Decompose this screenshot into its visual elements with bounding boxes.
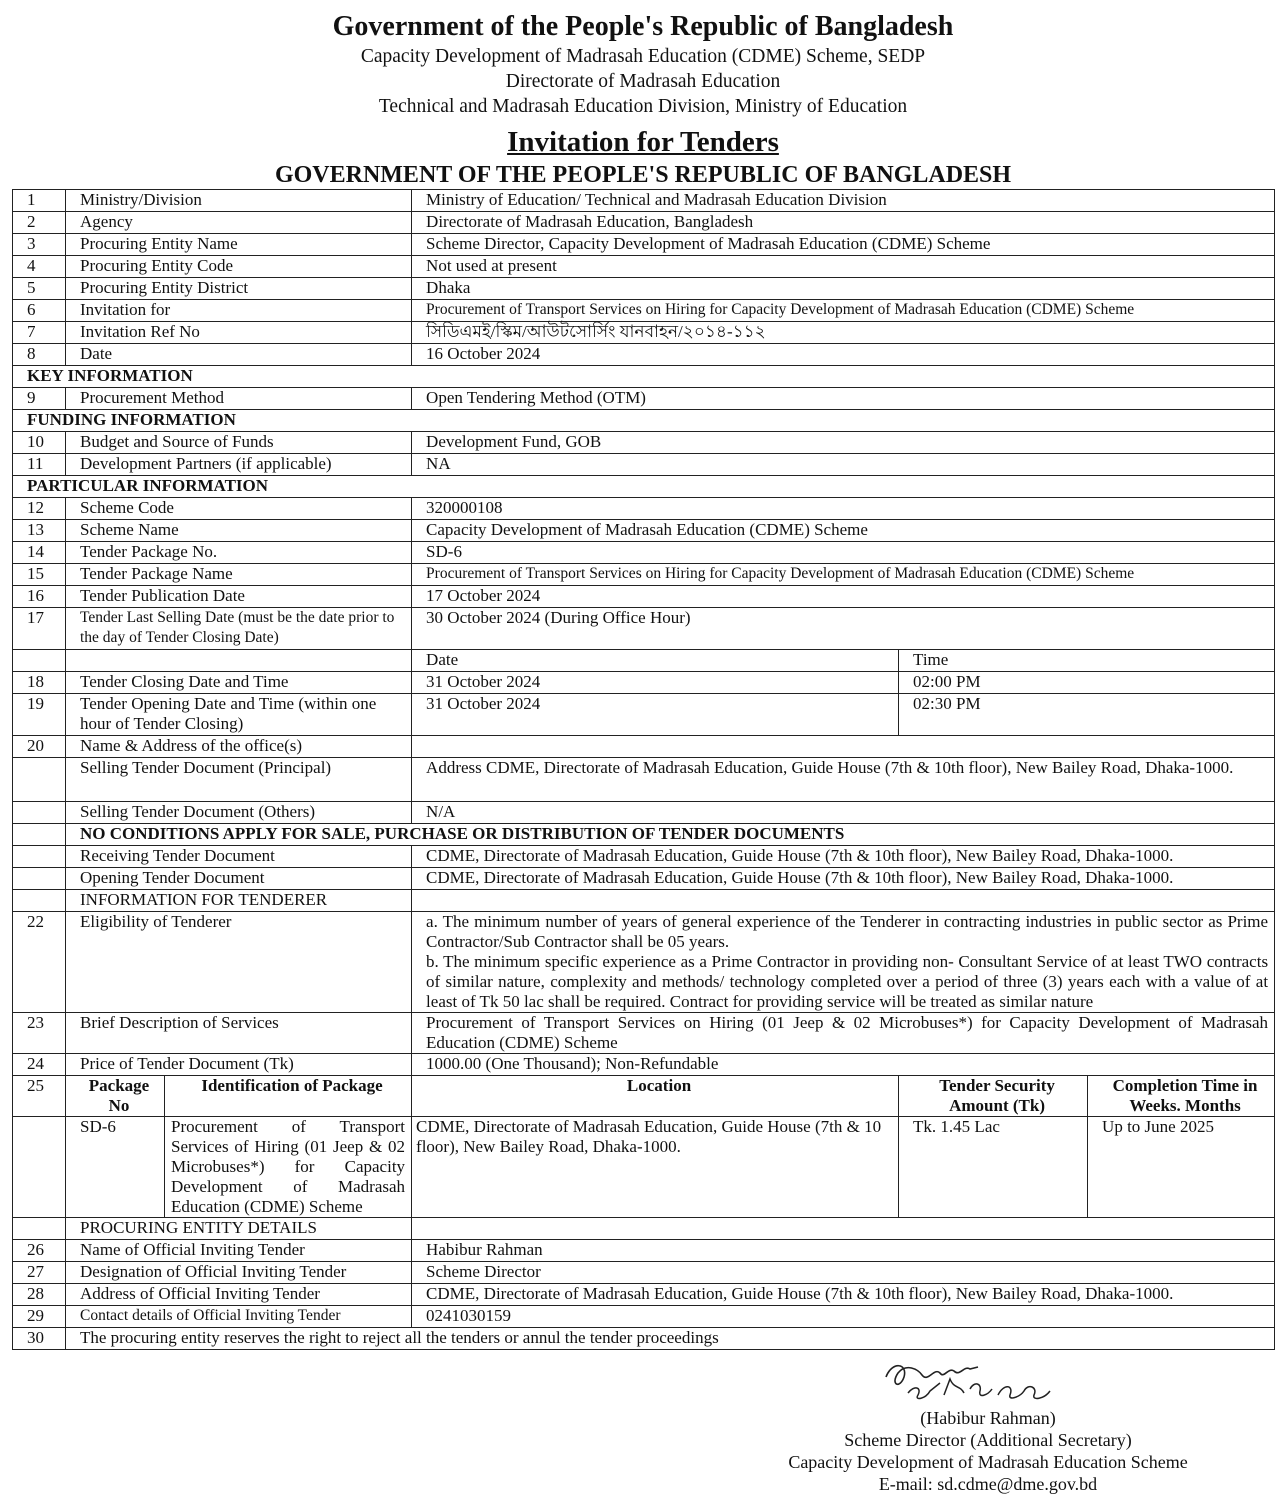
section-row bbox=[13, 890, 1275, 912]
section-row bbox=[13, 366, 1275, 388]
package-row bbox=[13, 1117, 1275, 1218]
table-row bbox=[13, 912, 1275, 1013]
row-value: 16 October 2024 bbox=[412, 344, 1275, 366]
section-heading: KEY INFORMATION bbox=[13, 366, 1275, 388]
row-label: Tender Package No. bbox=[66, 542, 412, 564]
row-value: Procurement of Transport Services on Hiring (01 Jeep & 02 Microbuses*) for Capacity Development of Madrasah Education (CDME) Scheme bbox=[412, 1013, 1275, 1054]
table-row bbox=[13, 388, 1275, 410]
table-row bbox=[13, 868, 1275, 890]
row-value: SD-6 bbox=[412, 542, 1275, 564]
row-number: 15 bbox=[13, 564, 66, 586]
opening-date: 31 October 2024 bbox=[412, 694, 899, 736]
row-label: Brief Description of Services bbox=[66, 1013, 412, 1054]
table-row bbox=[13, 586, 1275, 608]
package-header-row bbox=[13, 1076, 1275, 1117]
section-heading: FUNDING INFORMATION bbox=[13, 410, 1275, 432]
row-label: Selling Tender Document (Principal) bbox=[66, 758, 412, 802]
signatory-email: E-mail: sd.cdme@dme.gov.bd bbox=[878, 1474, 1098, 1494]
signatory-name: (Habibur Rahman) bbox=[920, 1408, 1056, 1428]
row-label: Contact details of Official Inviting Tender bbox=[66, 1306, 412, 1328]
package-identification: Procurement of Transport Services of Hiring (01 Jeep & 02 Microbuses*) for Capacity Development of Madrasah Education (CDME) Scheme bbox=[165, 1117, 412, 1218]
row-number: 6 bbox=[13, 300, 66, 322]
table-row bbox=[13, 672, 1275, 694]
table-row bbox=[13, 520, 1275, 542]
table-row bbox=[13, 300, 1275, 322]
row-label: Date bbox=[66, 344, 412, 366]
notice-title: Invitation for Tenders bbox=[507, 126, 779, 158]
row-label: Invitation for bbox=[66, 300, 412, 322]
table-row bbox=[13, 608, 1275, 650]
table-row bbox=[13, 1013, 1275, 1054]
row-value: Procurement of Transport Services on Hiring for Capacity Development of Madrasah Education (CDME) Scheme bbox=[412, 300, 1275, 322]
row-value: Ministry of Education/ Technical and Madrasah Education Division bbox=[412, 190, 1275, 212]
row-value: 0241030159 bbox=[412, 1306, 1275, 1328]
table-row bbox=[13, 1240, 1275, 1262]
row-number: 23 bbox=[13, 1013, 66, 1054]
eligibility-clause-a: a. The minimum number of years of general experience of the Tenderer in contracting industries in public sector as Prime Contractor/Sub Contractor shall be 05 years. bbox=[426, 912, 1269, 951]
row-label: Name & Address of the office(s) bbox=[66, 736, 412, 758]
table-row bbox=[13, 1306, 1275, 1328]
identification-header: Identification of Package bbox=[165, 1076, 412, 1117]
date-column-header: Date bbox=[412, 650, 899, 672]
row-value: N/A bbox=[412, 802, 1275, 824]
row-label: Name of Official Inviting Tender bbox=[66, 1240, 412, 1262]
row-label: Tender Opening Date and Time (within one hour of Tender Closing) bbox=[66, 694, 412, 736]
row-label: Tender Last Selling Date (must be the date prior to the day of Tender Closing Date) bbox=[66, 608, 412, 650]
row-label: Budget and Source of Funds bbox=[66, 432, 412, 454]
row-label: Procurement Method bbox=[66, 388, 412, 410]
time-column-header: Time bbox=[899, 650, 1275, 672]
row-number: 18 bbox=[13, 672, 66, 694]
row-value: Address CDME, Directorate of Madrasah Education, Guide House (7th & 10th floor), New Bailey Road, Dhaka-1000. bbox=[412, 758, 1275, 802]
table-row bbox=[13, 542, 1275, 564]
scheme-line: Capacity Development of Madrasah Education (CDME) Scheme, SEDP bbox=[360, 46, 926, 67]
row-number: 30 bbox=[13, 1328, 66, 1350]
row-number: 4 bbox=[13, 256, 66, 278]
government-caps-title: GOVERNMENT OF THE PEOPLE'S REPUBLIC OF BANGLADESH bbox=[274, 162, 1012, 188]
table-row bbox=[13, 212, 1275, 234]
reservation-clause: The procuring entity reserves the right to reject all the tenders or annul the tender proceedings bbox=[66, 1328, 1275, 1350]
row-label: Designation of Official Inviting Tender bbox=[66, 1262, 412, 1284]
row-label: Development Partners (if applicable) bbox=[66, 454, 412, 476]
row-label: Receiving Tender Document bbox=[66, 846, 412, 868]
row-value: Scheme Director, Capacity Development of Madrasah Education (CDME) Scheme bbox=[412, 234, 1275, 256]
table-row bbox=[13, 1284, 1275, 1306]
eligibility-clause-b: b. The minimum specific experience as a Prime Contractor in providing non- Consultant Service of at least TWO contracts of similar nature, complexity and methods/ technology completed over a period of three (3) years each with a value of at least of Tk 50 lac shall be required. Contract for providing service will be treated as similar nature bbox=[426, 952, 1269, 1011]
row-value: Capacity Development of Madrasah Education (CDME) Scheme bbox=[412, 520, 1275, 542]
row-number: 13 bbox=[13, 520, 66, 542]
table-row bbox=[13, 278, 1275, 300]
row-number: 27 bbox=[13, 1262, 66, 1284]
row-label: Price of Tender Document (Tk) bbox=[66, 1054, 412, 1076]
table-row bbox=[13, 498, 1275, 520]
row-number: 19 bbox=[13, 694, 66, 736]
eligibility-value bbox=[412, 912, 1275, 1013]
row-label: Scheme Name bbox=[66, 520, 412, 542]
table-row bbox=[13, 344, 1275, 366]
table-row bbox=[13, 256, 1275, 278]
row-number: 9 bbox=[13, 388, 66, 410]
table-row bbox=[13, 694, 1275, 736]
row-number: 10 bbox=[13, 432, 66, 454]
package-no: SD-6 bbox=[66, 1117, 165, 1218]
row-number: 29 bbox=[13, 1306, 66, 1328]
row-number: 14 bbox=[13, 542, 66, 564]
table-row bbox=[13, 454, 1275, 476]
row-number: 11 bbox=[13, 454, 66, 476]
row-number: 25 bbox=[13, 1076, 66, 1117]
table-row bbox=[13, 846, 1275, 868]
row-label: Selling Tender Document (Others) bbox=[66, 802, 412, 824]
row-number: 20 bbox=[13, 736, 66, 758]
government-title: Government of the People's Republic of Bangladesh bbox=[332, 11, 954, 42]
row-value: 1000.00 (One Thousand); Non-Refundable bbox=[412, 1054, 1275, 1076]
row-value: Procurement of Transport Services on Hiring for Capacity Development of Madrasah Education (CDME) Scheme bbox=[412, 564, 1275, 586]
signature-block bbox=[758, 1355, 1218, 1495]
table-row bbox=[13, 234, 1275, 256]
table-row bbox=[13, 564, 1275, 586]
row-value: Open Tendering Method (OTM) bbox=[412, 388, 1275, 410]
table-row bbox=[13, 736, 1275, 758]
row-label: Scheme Code bbox=[66, 498, 412, 520]
row-label: Ministry/Division bbox=[66, 190, 412, 212]
section-row bbox=[13, 476, 1275, 498]
completion-time-header: Completion Time in Weeks. Months bbox=[1088, 1076, 1275, 1117]
row-value: Habibur Rahman bbox=[412, 1240, 1275, 1262]
row-number: 24 bbox=[13, 1054, 66, 1076]
no-conditions-notice: NO CONDITIONS APPLY FOR SALE, PURCHASE OR DISTRIBUTION OF TENDER DOCUMENTS bbox=[66, 824, 1275, 846]
row-value: Development Fund, GOB bbox=[412, 432, 1275, 454]
table-row bbox=[13, 1054, 1275, 1076]
tender-security-amount: Tk. 1.45 Lac bbox=[899, 1117, 1088, 1218]
row-number: 8 bbox=[13, 344, 66, 366]
row-number: 16 bbox=[13, 586, 66, 608]
row-number: 26 bbox=[13, 1240, 66, 1262]
row-value: CDME, Directorate of Madrasah Education, Guide House (7th & 10th floor), New Bailey Road, Dhaka-1000. bbox=[412, 868, 1275, 890]
row-label: Procuring Entity District bbox=[66, 278, 412, 300]
row-number: 5 bbox=[13, 278, 66, 300]
row-label: Eligibility of Tenderer bbox=[66, 912, 412, 1013]
row-value: 17 October 2024 bbox=[412, 586, 1275, 608]
table-row bbox=[13, 1262, 1275, 1284]
table-row bbox=[13, 190, 1275, 212]
table-row bbox=[13, 322, 1275, 344]
row-number: 7 bbox=[13, 322, 66, 344]
package-no-header: Package No bbox=[66, 1076, 165, 1117]
row-number: 12 bbox=[13, 498, 66, 520]
row-label: Address of Official Inviting Tender bbox=[66, 1284, 412, 1306]
row-number: 22 bbox=[13, 912, 66, 1013]
row-value: Scheme Director bbox=[412, 1262, 1275, 1284]
location-header: Location bbox=[412, 1076, 899, 1117]
completion-time: Up to June 2025 bbox=[1088, 1117, 1275, 1218]
row-value: CDME, Directorate of Madrasah Education, Guide House (7th & 10th floor), New Bailey Road, Dhaka-1000. bbox=[412, 846, 1275, 868]
row-number: 3 bbox=[13, 234, 66, 256]
row-label: Procuring Entity Name bbox=[66, 234, 412, 256]
section-row bbox=[13, 824, 1275, 846]
signatory-designation: Scheme Director (Additional Secretary) bbox=[844, 1430, 1132, 1450]
row-number: 2 bbox=[13, 212, 66, 234]
table-row bbox=[13, 1328, 1275, 1350]
section-heading: INFORMATION FOR TENDERER bbox=[66, 890, 412, 912]
row-label: Invitation Ref No bbox=[66, 322, 412, 344]
row-value: Not used at present bbox=[412, 256, 1275, 278]
section-row bbox=[13, 410, 1275, 432]
row-value: 30 October 2024 (During Office Hour) bbox=[412, 608, 1275, 650]
table-row bbox=[13, 758, 1275, 802]
date-time-header-row bbox=[13, 650, 1275, 672]
row-label: Tender Closing Date and Time bbox=[66, 672, 412, 694]
invitation-ref-value: সিডিএমই/স্কিম/আউটসোর্সিং যানবাহন/২০১৪-১১২ bbox=[412, 322, 1275, 344]
section-heading: PROCURING ENTITY DETAILS bbox=[66, 1218, 412, 1240]
table-row bbox=[13, 432, 1275, 454]
section-row bbox=[13, 1218, 1275, 1240]
row-value: CDME, Directorate of Madrasah Education, Guide House (7th & 10th floor), New Bailey Road, Dhaka-1000. bbox=[412, 1284, 1275, 1306]
row-value: Directorate of Madrasah Education, Bangladesh bbox=[412, 212, 1275, 234]
closing-time: 02:00 PM bbox=[899, 672, 1275, 694]
row-label: Tender Package Name bbox=[66, 564, 412, 586]
tender-table bbox=[12, 189, 1275, 1350]
signatory-scheme: Capacity Development of Madrasah Education Scheme bbox=[788, 1452, 1188, 1472]
row-label: Tender Publication Date bbox=[66, 586, 412, 608]
row-value: NA bbox=[412, 454, 1275, 476]
row-number: 17 bbox=[13, 608, 66, 650]
division-line: Technical and Madrasah Education Division, Ministry of Education bbox=[378, 96, 908, 117]
row-value: 320000108 bbox=[412, 498, 1275, 520]
closing-date: 31 October 2024 bbox=[412, 672, 899, 694]
notice-header bbox=[12, 0, 1274, 119]
package-location: CDME, Directorate of Madrasah Education, Guide House (7th & 10 floor), New Bailey Road, Dhaka-1000. bbox=[412, 1117, 899, 1218]
section-heading: PARTICULAR INFORMATION bbox=[13, 476, 1275, 498]
tender-security-header: Tender Security Amount (Tk) bbox=[899, 1076, 1088, 1117]
row-label: Opening Tender Document bbox=[66, 868, 412, 890]
table-row bbox=[13, 802, 1275, 824]
row-label: Agency bbox=[66, 212, 412, 234]
handwritten-signature bbox=[878, 1355, 1088, 1407]
directorate-line: Directorate of Madrasah Education bbox=[505, 71, 781, 92]
row-label: Procuring Entity Code bbox=[66, 256, 412, 278]
row-value: Dhaka bbox=[412, 278, 1275, 300]
opening-time: 02:30 PM bbox=[899, 694, 1275, 736]
row-number: 1 bbox=[13, 190, 66, 212]
row-number: 28 bbox=[13, 1284, 66, 1306]
